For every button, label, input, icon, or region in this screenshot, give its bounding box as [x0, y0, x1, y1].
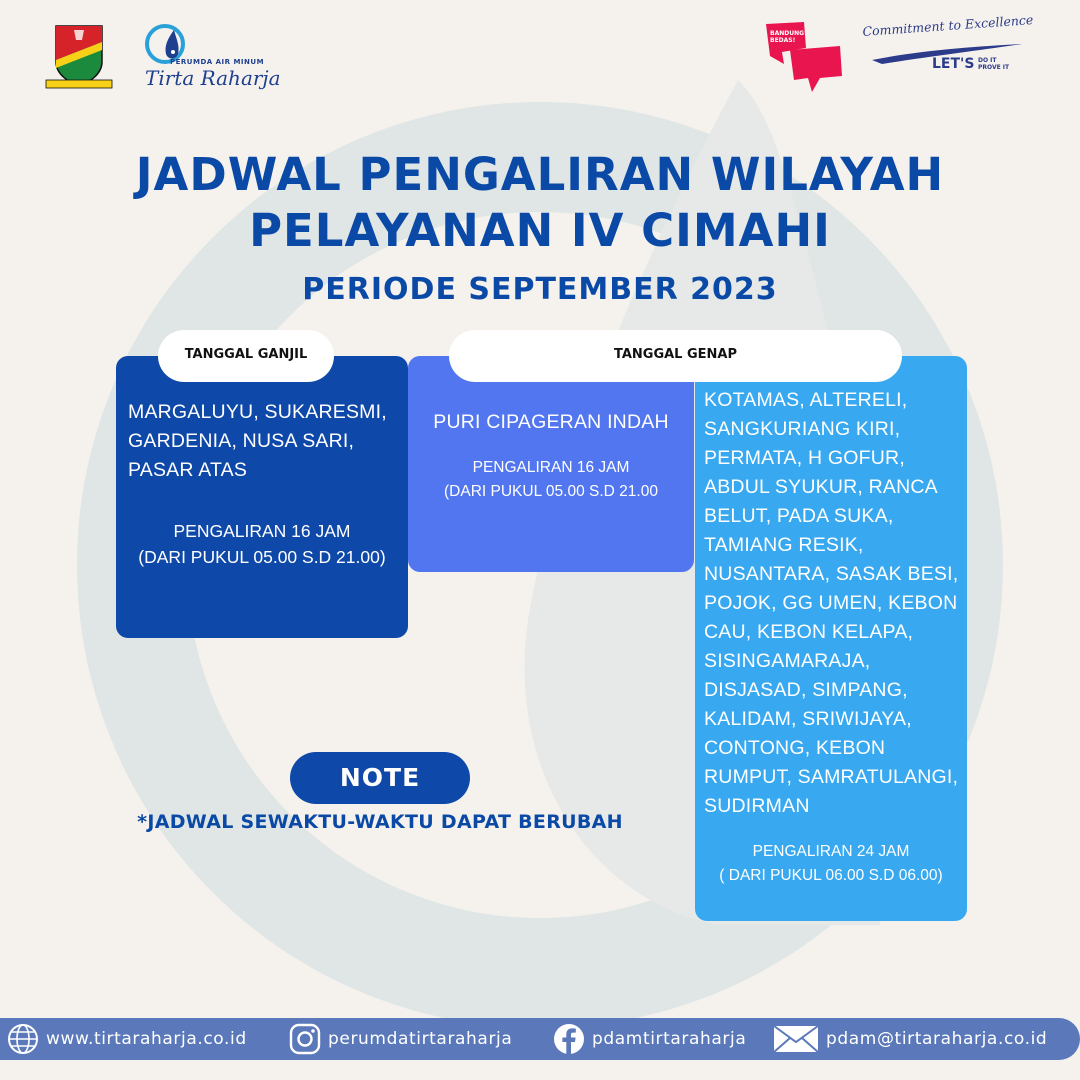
puri-schedule — [408, 456, 694, 504]
website-text: www.tirtaraharja.co.id — [46, 1029, 247, 1049]
schedule-hours: (DARI PUKUL 05.00 S.D 21.00 — [444, 483, 658, 500]
schedule-duration: PENGALIRAN 16 JAM — [472, 459, 630, 476]
genap-area-list — [704, 386, 966, 821]
schedule-duration: PENGALIRAN 16 JAM — [173, 521, 351, 541]
footer-instagram[interactable] — [288, 1018, 512, 1060]
globe-icon — [6, 1022, 40, 1056]
area-line: KOTAMAS, ALTERELI, — [704, 389, 908, 411]
area-line: RUMPUT, SAMRATULANGI, — [704, 766, 959, 788]
facebook-icon — [552, 1022, 586, 1056]
area-line: SISINGAMARAJA, — [704, 650, 871, 672]
area-line: BELUT, PADA SUKA, — [704, 505, 894, 527]
tanggal-genap-label: TANGGAL GENAP — [449, 330, 902, 382]
note-text: *JADWAL SEWAKTU-WAKTU DAPAT BERUBAH — [137, 811, 623, 833]
email-text: pdam@tirtaraharja.co.id — [826, 1029, 1048, 1049]
area-line: POJOK, GG UMEN, KEBON — [704, 592, 958, 614]
period-label: PERIODE SEPTEMBER 2023 — [302, 272, 778, 307]
tirta-sub-label: PERUMDA AIR MINUM — [170, 58, 265, 66]
footer-website[interactable] — [6, 1018, 247, 1060]
area-line: KALIDAM, SRIWIJAYA, — [704, 708, 912, 730]
area-line: NUSANTARA, SASAK BESI, — [704, 563, 959, 585]
area-line: GARDENIA, NUSA SARI, — [128, 430, 355, 452]
area-line: SUDIRMAN — [704, 795, 810, 817]
area-line: DISJASAD, SIMPANG, — [704, 679, 908, 701]
puri-card — [408, 356, 694, 572]
area-line: TAMIANG RESIK, — [704, 534, 864, 556]
note-badge: NOTE — [290, 752, 470, 804]
commitment-script: Commitment to Excellence — [862, 12, 1034, 39]
genap-schedule — [695, 840, 967, 888]
bandung-bedas-logo — [764, 20, 844, 94]
area-line: SANGKURIANG KIRI, — [704, 418, 901, 440]
ganjil-area-list — [128, 398, 408, 485]
area-line: MARGALUYU, SUKARESMI, — [128, 401, 387, 423]
schedule-hours: ( DARI PUKUL 06.00 S.D 06.00) — [719, 867, 943, 884]
tirta-raharja-logo — [140, 22, 290, 97]
instagram-text: perumdatirtaraharja — [328, 1029, 513, 1049]
commitment-logo — [862, 12, 1034, 82]
footer-email[interactable] — [772, 1018, 1047, 1060]
ganjil-schedule — [116, 518, 408, 570]
page-title-line1: JADWAL PENGALIRAN WILAYAH — [135, 148, 945, 201]
area-line: PERMATA, H GOFUR, — [704, 447, 905, 469]
facebook-text: pdamtirtaraharja — [592, 1029, 747, 1049]
page-title-line2: PELAYANAN IV CIMAHI — [249, 204, 831, 257]
genap-card — [695, 356, 967, 921]
footer-bar — [0, 1018, 1080, 1060]
envelope-icon — [772, 1022, 820, 1056]
tanggal-ganjil-label: TANGGAL GANJIL — [158, 330, 334, 382]
area-line: ABDUL SYUKUR, RANCA — [704, 476, 938, 498]
schedule-duration: PENGALIRAN 24 JAM — [752, 843, 910, 860]
kabupaten-crest-icon — [44, 22, 114, 92]
kabupaten-bandung-logo — [44, 22, 114, 92]
bandung-bedas-text: BANDUNG BEDAS! — [770, 30, 805, 44]
area-line: CAU, KEBON KELAPA, — [704, 621, 914, 643]
ganjil-card — [116, 356, 408, 638]
prove-it-label: DO IT PROVE IT — [978, 57, 1010, 71]
instagram-icon — [288, 1022, 322, 1056]
footer-facebook[interactable] — [552, 1018, 746, 1060]
lets-label: LET'S — [932, 56, 975, 72]
area-line: PASAR ATAS — [128, 459, 248, 481]
tirta-name-label: Tirta Raharja — [145, 66, 281, 90]
puri-area: PURI CIPAGERAN INDAH — [433, 411, 669, 433]
schedule-hours: (DARI PUKUL 05.00 S.D 21.00) — [138, 547, 386, 567]
area-line: CONTONG, KEBON — [704, 737, 886, 759]
